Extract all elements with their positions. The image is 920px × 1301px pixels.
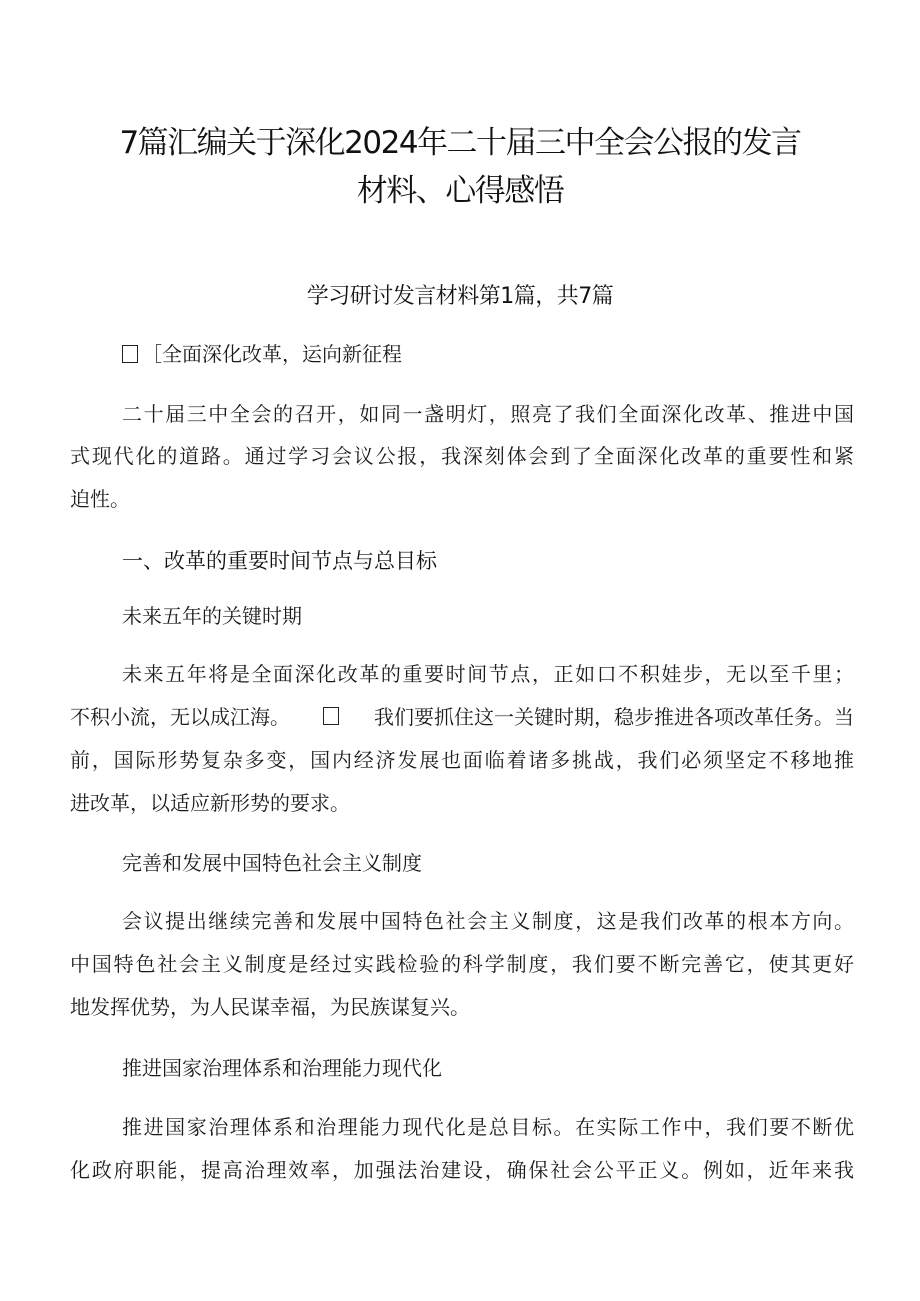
section-subtitle: 学习研讨发言材料第1篇，共7篇 xyxy=(306,284,614,309)
subsection-3-heading: 推进国家治理体系和治理能力现代化 xyxy=(122,1056,442,1080)
sub2-paragraph-line-1: 会议提出继续完善和发展中国特色社会主义制度，这是我们改革的根本方向。 xyxy=(122,909,854,933)
intro-heading xyxy=(122,344,912,364)
sub1-paragraph-line-2 xyxy=(70,707,854,727)
document-title-line-1: 7篇汇编关于深化2024年二十届三中全会公报的发言 xyxy=(119,125,801,161)
subsection-2-heading: 完善和发展中国特色社会主义制度 xyxy=(122,851,422,875)
document-title-line-2: 材料、心得感悟 xyxy=(356,173,564,209)
sub1-line-2-part-a: 不积小流，无以成江海。 xyxy=(70,705,290,729)
intro-paragraph-line-1: 二十届三中全会的召开，如同一盏明灯，照亮了我们全面深化改革、推进中国 xyxy=(122,402,854,426)
sub3-paragraph-line-2: 化政府职能，提高治理效率，加强法治建设，确保社会公平正义。例如，近年来我 xyxy=(70,1158,854,1182)
sub1-line-2-part-b: 我们要抓住这一关键时期，稳步推进各项改革任务。当 xyxy=(374,705,854,729)
subsection-1-heading: 未来五年的关键时期 xyxy=(122,604,302,628)
missing-glyph-box-icon xyxy=(323,707,339,725)
section-1-heading: 一、改革的重要时间节点与总目标 xyxy=(122,549,437,573)
sub2-paragraph-line-3: 地发挥优势，为人民谋幸福，为民族谋复兴。 xyxy=(70,995,470,1019)
sub1-paragraph-line-3: 前，国际形势复杂多变，国内经济发展也面临着诸多挑战，我们必须坚定不移地推 xyxy=(70,748,854,772)
intro-paragraph-line-3: 迫性。 xyxy=(70,487,130,511)
missing-glyph-box-icon xyxy=(122,345,138,363)
intro-paragraph-line-2: 式现代化的道路。通过学习会议公报，我深刻体会到了全面深化改革的重要性和紧 xyxy=(70,444,854,468)
intro-heading-text: ［全面深化改革，运向新征程 xyxy=(142,342,402,366)
sub3-paragraph-line-1: 推进国家治理体系和治理能力现代化是总目标。在实际工作中，我们要不断优 xyxy=(122,1115,854,1139)
sub1-paragraph-line-4: 进改革，以适应新形势的要求。 xyxy=(70,791,350,815)
sub2-paragraph-line-2: 中国特色社会主义制度是经过实践检验的科学制度，我们要不断完善它，使其更好 xyxy=(70,952,854,976)
sub1-paragraph-line-1: 未来五年将是全面深化改革的重要时间节点，正如口不积娃步，无以至千里； xyxy=(122,662,854,686)
